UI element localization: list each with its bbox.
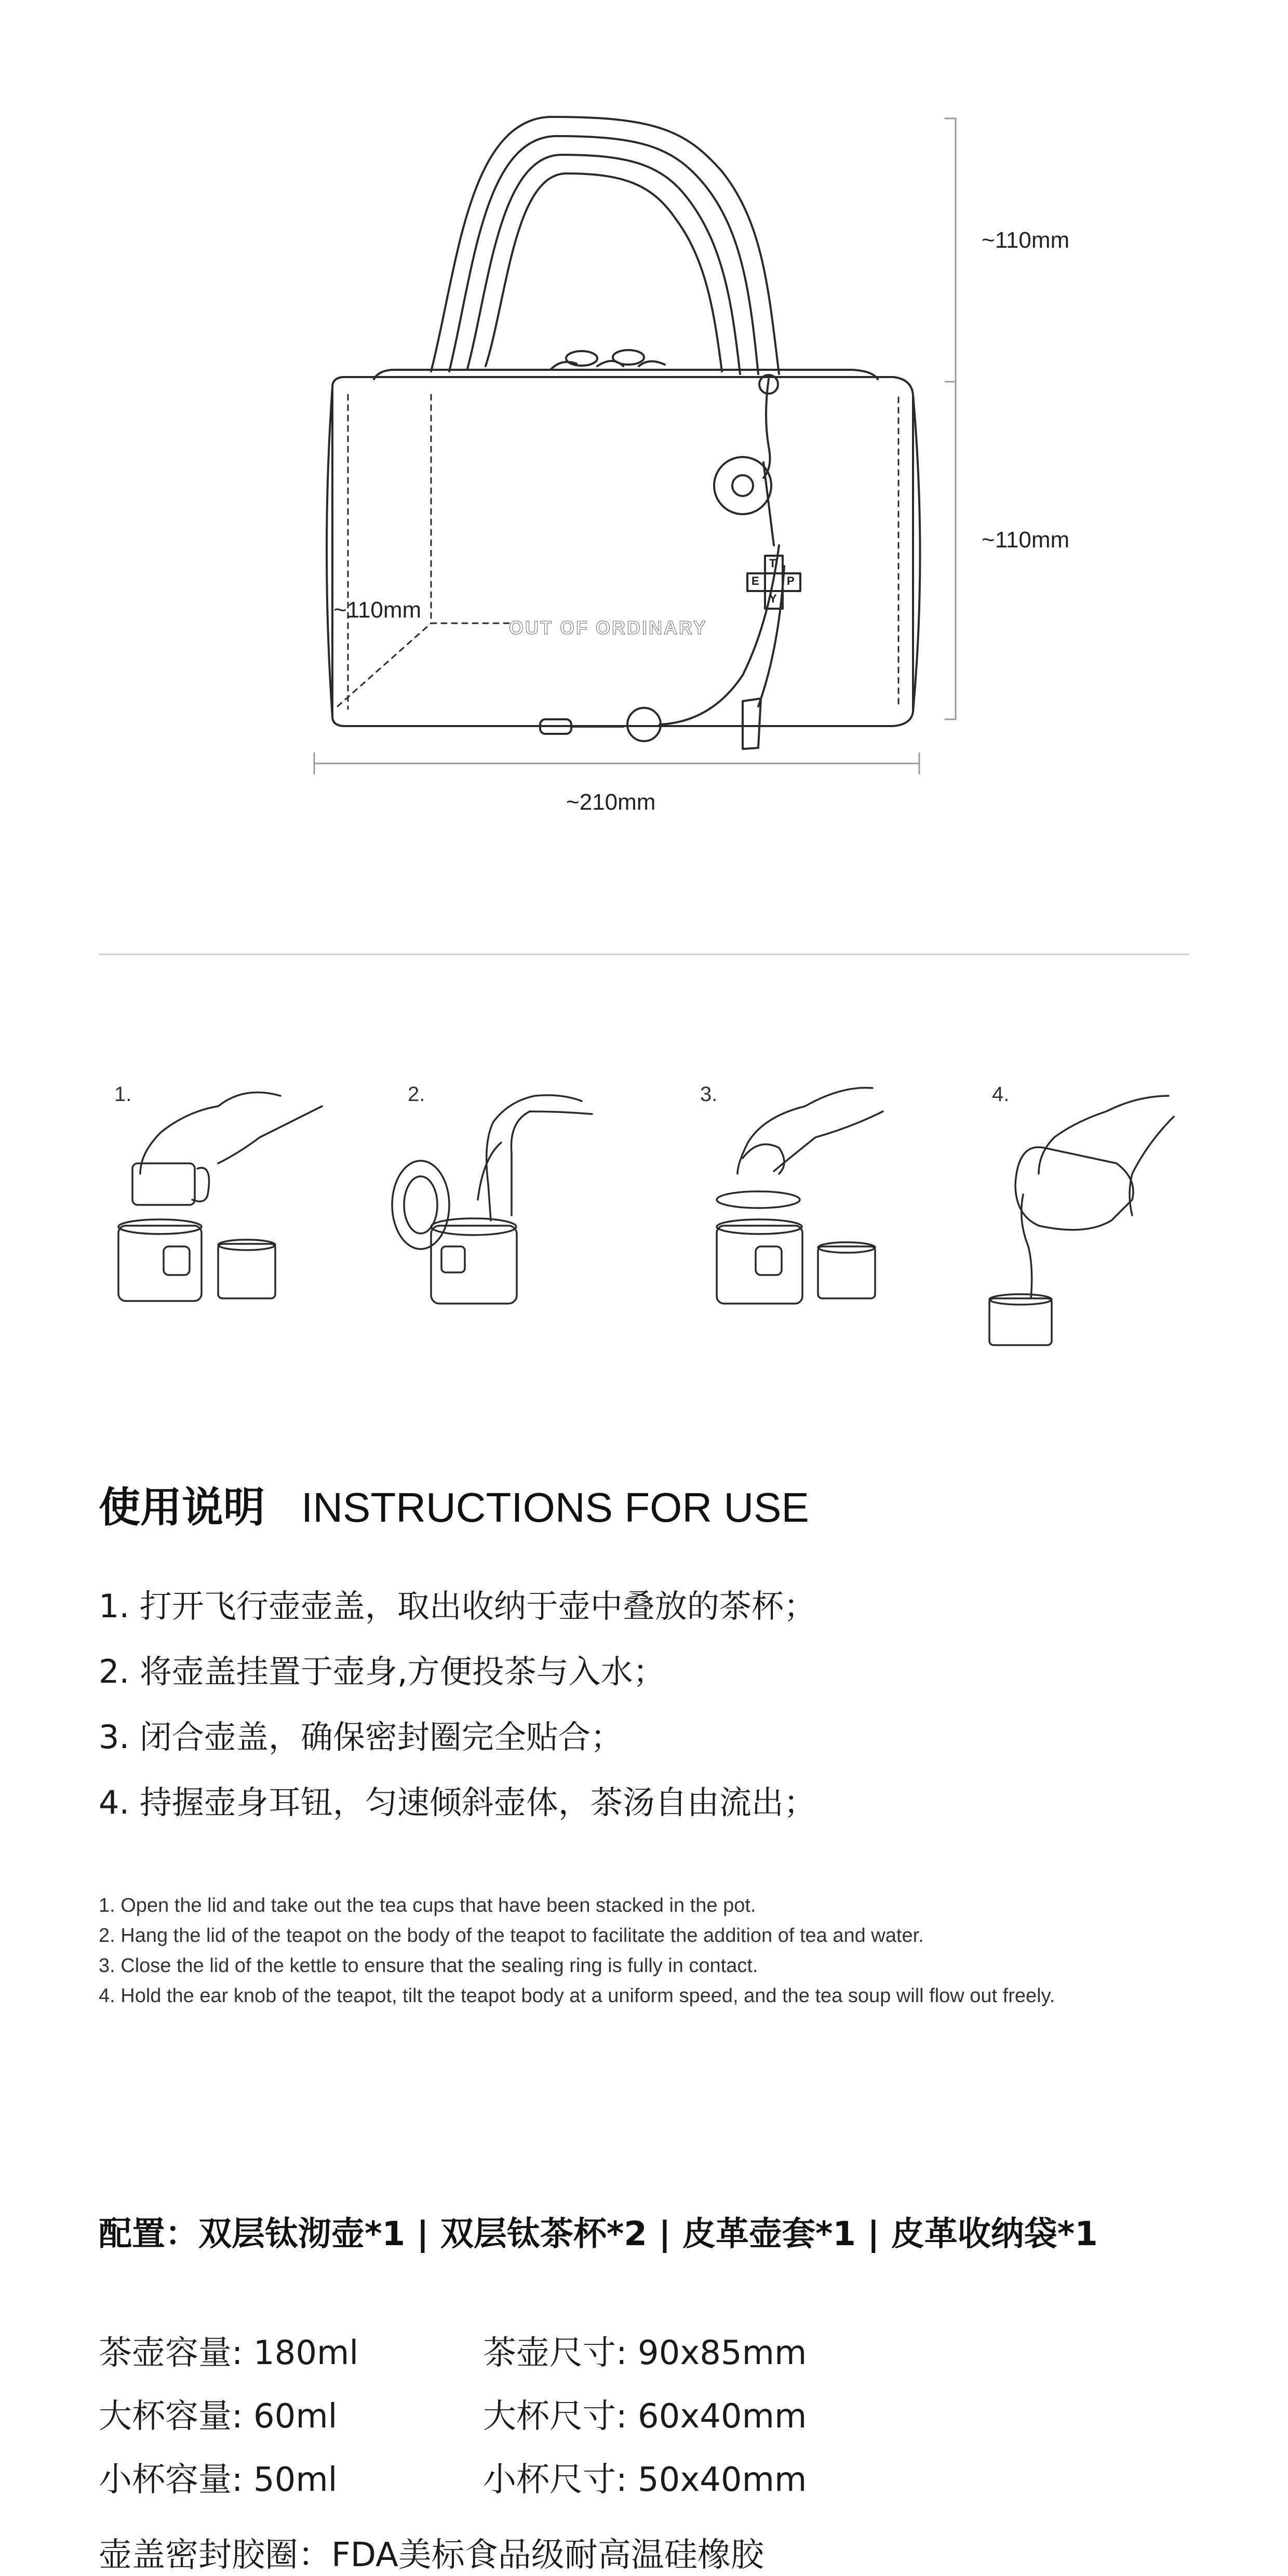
dim-body-height: ~110mm — [982, 527, 1070, 553]
bag-logo-text: OUT OF ORDINARY — [509, 617, 707, 638]
instructions-cn-list — [99, 1574, 816, 1835]
instruction-en-4: 4. Hold the ear knob of the teapot, tilt the teapot body at a uniform speed, and the tea soup will flow out freely. — [99, 1985, 1055, 2007]
instruction-en-1: 1. Open the lid and take out the tea cups that have been stacked in the pot. — [99, 1895, 756, 1916]
dim-depth: ~110mm — [333, 597, 422, 623]
step-label-3: 3. — [700, 1083, 718, 1106]
instructions-title — [99, 1474, 809, 1534]
instruction-en-3: 3. Close the lid of the kettle to ensure that the sealing ring is fully in contact. — [99, 1955, 758, 1977]
tag-letter-e: E — [752, 574, 761, 587]
step4-illustration — [989, 1096, 1174, 1345]
instructions-en-list — [99, 1890, 1055, 2011]
tag-letter-y: Y — [769, 592, 779, 605]
step-label-1: 1. — [114, 1083, 132, 1106]
spec-large-cup-capacity: 大杯容量: 60ml — [99, 2397, 338, 2436]
spec-pot-capacity: 茶壶容量: 180ml — [99, 2334, 359, 2372]
step1-illustration — [118, 1092, 322, 1301]
dim-handle-height: ~110mm — [982, 227, 1070, 253]
spec-grid — [99, 2322, 807, 2512]
spec-row — [99, 2448, 807, 2512]
instruction-cn-4: 4. 持握壶身耳钮，匀速倾斜壶体，茶汤自由流出； — [99, 1783, 816, 1821]
tag-letter-p: P — [787, 574, 796, 587]
instruction-cn-2: 2. 将壶盖挂置于壶身,方便投茶与入水； — [99, 1653, 665, 1691]
step2-illustration — [392, 1095, 592, 1304]
spec-row — [99, 2385, 807, 2448]
tag-letter-t: T — [769, 557, 778, 570]
step3-illustration — [717, 1088, 883, 1304]
spec-large-cup-size: 大杯尺寸: 60x40mm — [483, 2397, 807, 2436]
instruction-en-2: 2. Hang the lid of the teapot on the body of the teapot to facilitate the addition of tea and water. — [99, 1925, 924, 1947]
instructions-title-en: INSTRUCTIONS FOR USE — [301, 1484, 809, 1531]
spec-small-cup-capacity: 小杯容量: 50ml — [99, 2461, 338, 2499]
dim-width: ~210mm — [566, 789, 656, 815]
spec-pot-size: 茶壶尺寸: 90x85mm — [483, 2334, 807, 2372]
instructions-title-cn: 使用说明 — [99, 1483, 265, 1532]
spec-small-cup-size: 小杯尺寸: 50x40mm — [483, 2461, 807, 2499]
instruction-cn-1: 1. 打开飞行壶壶盖，取出收纳于壶中叠放的茶杯； — [99, 1587, 816, 1625]
seal-material: 壶盖密封胶圈：FDA美标食品级耐高温硅橡胶 — [99, 2536, 764, 2574]
spec-row — [99, 2322, 807, 2385]
instruction-cn-3: 3. 闭合壶盖，确保密封圈完全贴合； — [99, 1718, 623, 1756]
step-label-2: 2. — [408, 1083, 425, 1106]
config-line: 配置：双层钛沏壶*1 | 双层钛茶杯*2 | 皮革壶套*1 | 皮革收纳袋*1 — [99, 2215, 1098, 2253]
step-label-4: 4. — [992, 1083, 1010, 1106]
